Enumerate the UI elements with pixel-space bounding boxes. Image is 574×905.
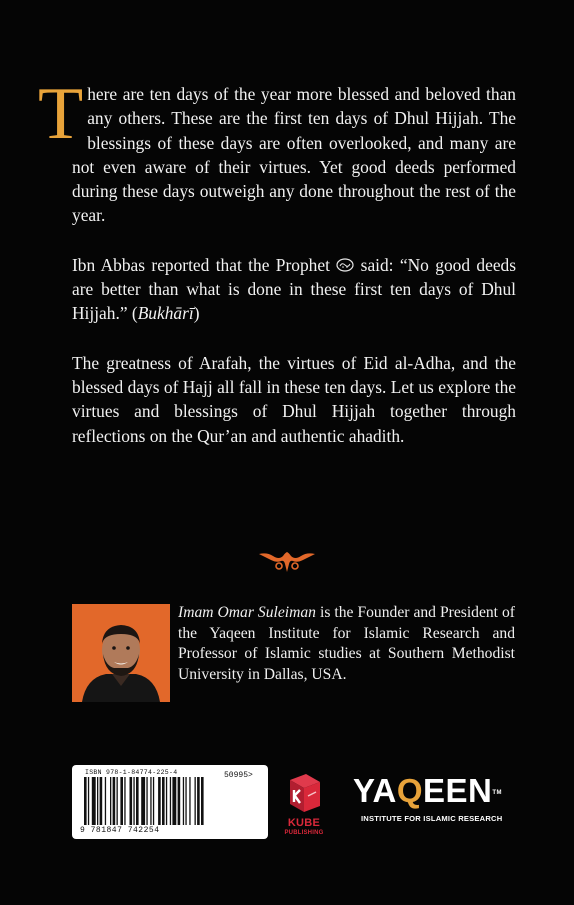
yaqeen-tagline: INSTITUTE FOR ISLAMIC RESEARCH (361, 814, 503, 823)
yaqeen-logo: YAQEEN™ (353, 772, 503, 809)
intro-paragraph: There are ten days of the year more blessed and beloved than any others. These are the first ten days of Dhul Hijjah. The blessings of these days are often overlooked, and many are not even aware of their virtues. Yet good deeds performed during these days outweigh any done throughout the rest of the year. (38, 73, 516, 226)
barcode-bars-icon (82, 777, 262, 827)
ornament-icon (257, 548, 317, 576)
author-bio: Imam Omar Suleiman is the Founder and President of the Yaqeen Institute for Islamic Research and Professor of Islamic studies at Southern Methodist University in Dallas, USA. (178, 604, 516, 683)
kube-cube-icon (282, 770, 326, 816)
author-name: Imam Omar Suleiman (178, 604, 316, 621)
salutation-icon (336, 258, 354, 272)
price-code: 50995> (224, 771, 253, 780)
barcode-digits: 9 781847 742254 (80, 826, 160, 835)
author-photo (72, 604, 170, 702)
author-portrait-icon (72, 604, 170, 702)
drop-cap: T (38, 73, 84, 155)
back-cover-blurb (38, 73, 516, 473)
isbn-label: ISBN 978-1-84774-225-4 (85, 769, 178, 776)
barcode (72, 765, 268, 839)
kube-publishing-logo: KUBE PUBLISHING (282, 770, 326, 842)
hadith-paragraph: Ibn Abbas reported that the Prophet said: “No good deeds are better than what is done in these first ten days of Dhul Hijjah.” (Bukhārī) (72, 254, 516, 324)
closing-paragraph: The greatness of Arafah, the virtues of Eid al-Adha, and the blessed days of Hajj all fall in these ten days. Let us explore the virtues and blessings of Dhul Hijjah together through reflections on the Qur’an and authentic ahadith. (72, 352, 516, 446)
